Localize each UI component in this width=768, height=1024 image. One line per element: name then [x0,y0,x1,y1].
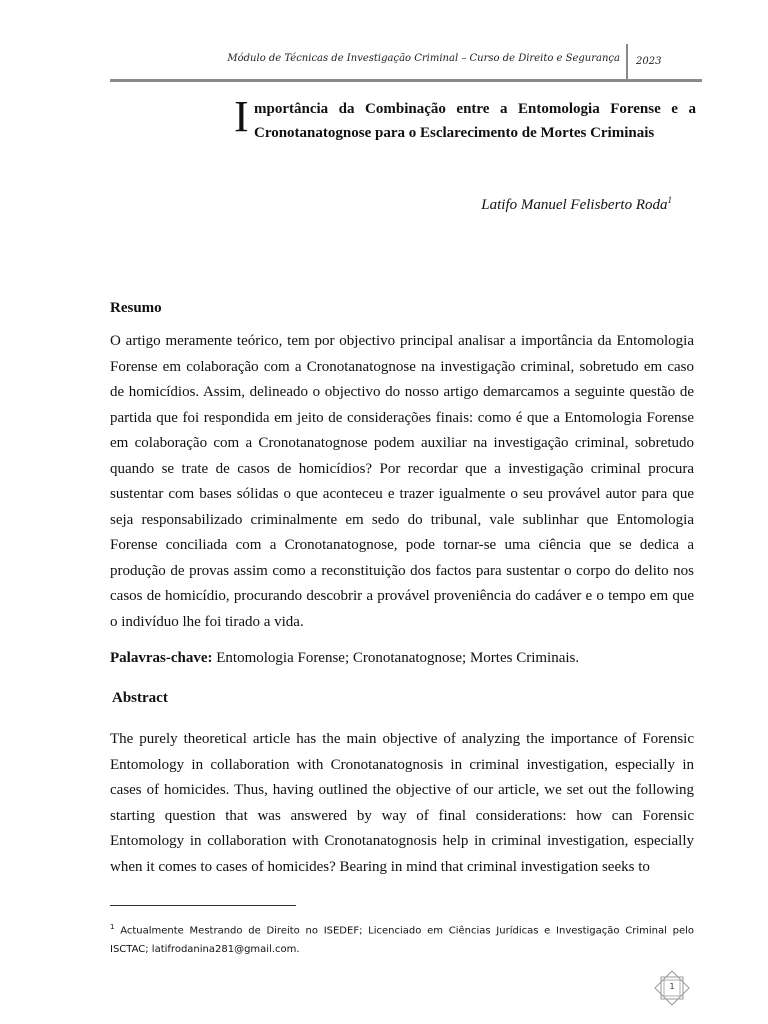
abstract-heading: Abstract [112,690,168,706]
running-header-year: 2023 [636,56,662,67]
abstract-body: The purely theoretical article has the main objective of analyzing the importance of Forensic Entomology in collaboration with Cronotanatognosis in criminal investigation, especially in cases of homicides. Thus, having outlined the objective of our article, we set out the following starting question that was answered by way of final considerations: how can Forensic Entomology in collaboration with Cronotanatognosis help in criminal investigation, especially when it comes to cases of homicides? Bearing in mind that criminal investigation seeks to [110,731,694,875]
footnote-text: Actualmente Mestrando de Direito no ISEDEF; Licenciado em Ciências Jurídicas e Investigação Criminal pelo ISCTAC; latifrodanina281@gmail.com. [110,925,694,956]
title-line-2: Cronotanatognose para o Esclarecimento de Mortes Criminais [254,125,655,141]
article-title [234,92,696,145]
running-header-title: Módulo de Técnicas de Investigação Criminal – Curso de Direito e Segurança [227,53,620,64]
author-footnote-mark: 1 [667,195,672,205]
keywords-label: Palavras-chave: [110,650,213,666]
author-name: Latifo Manuel Felisberto Roda [481,197,668,213]
footnote [110,918,694,959]
title-text [254,97,696,145]
keywords-text: Entomologia Forense; Cronotanatognose; Mortes Criminais. [216,650,580,666]
keywords-line [110,650,579,667]
title-drop-cap: I [234,92,249,141]
page-number-badge [654,970,690,1006]
header-divider-vertical [626,44,628,80]
author-byline [481,195,672,214]
resumo-body: O artigo meramente teórico, tem por objectivo principal analisar a importância da Entomologia Forense em colaboração com a Cronotanatognose na investigação criminal, sobretudo em caso de homicídios. Assim, delineado o objectivo do nosso artigo demarcamos a seguinte questão de partida que foi respondida em jeito de considerações finais: como é que a Entomologia Forense em colaboração com a Cronotanatognose podem auxiliar na investigação criminal, sobretudo quando se trate de casos de homicídios? Por recordar que a investigação criminal procura sustentar com bases sólidas o que aconteceu e trazer igualmente o seu provável autor para que seja responsabilizado criminalmente em sedo do tribunal, vale sublinhar que Entomologia Forense conciliada com a Cronotanatognose, pode tornar-se uma ciência que se dedica a produção de provas assim como a reconstituição dos factos para sustentar o corpo do delito nos casos de homicídio, procurando descobrir a provável proveniência do cadáver e o tempo em que o indivíduo lhe foi tirado a vida. [110,333,694,630]
footnote-separator [110,905,296,906]
page-number: 1 [669,982,675,991]
title-line-1: mportância da Combinação entre a Entomologia Forense e a [254,101,696,117]
footnote-mark: 1 [110,923,115,931]
resumo-heading: Resumo [110,300,162,316]
header-divider-horizontal [110,79,702,82]
